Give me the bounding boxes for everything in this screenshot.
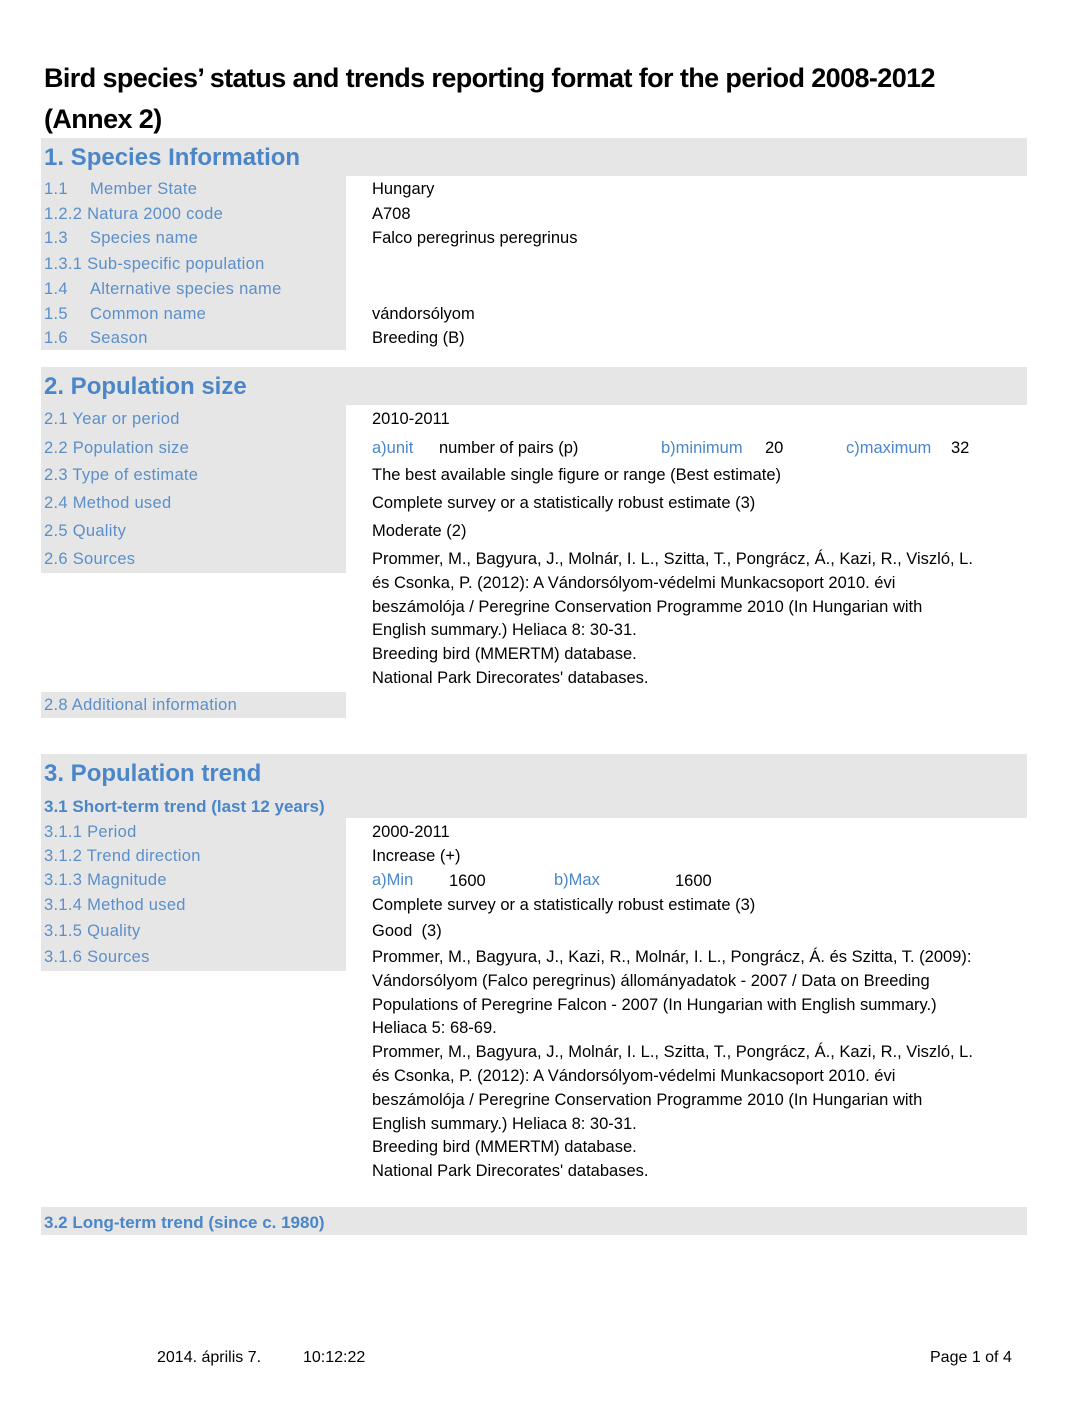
row-value: Hungary [372, 180, 435, 198]
source-line: Heliaca 5: 68-69. [372, 1019, 497, 1038]
document-title-line-2: (Annex 2) [44, 104, 162, 134]
source-line: és Csonka, P. (2012): A Vándorsólyom-védelmi Munkacsoport 2010. évi [372, 573, 896, 592]
row-value: Falco peregrinus peregrinus [372, 229, 578, 247]
trend-sources-label: 3.1.6 Sources [44, 948, 150, 966]
minimum-value: 20 [765, 439, 784, 457]
section-1-title: 1. Species Information [44, 144, 301, 171]
unit-value: number of pairs (p) [439, 439, 579, 457]
document-title [44, 58, 1044, 140]
trend-direction-value: Increase (+) [372, 847, 461, 865]
source-line: Populations of Peregrine Falcon - 2007 (In Hungarian with English summary.) [372, 995, 937, 1014]
row-label: 1.2.2 Natura 2000 code [44, 205, 224, 223]
source-line: beszámolója / Peregrine Conservation Programme 2010 (In Hungarian with [372, 597, 923, 616]
quality-label: 2.5 Quality [44, 522, 127, 540]
source-line: Prommer, M., Bagyura, J., Molnár, I. L., Szitta, T., Pongrácz, Á., Kazi, R., Viszló, L. [372, 1043, 973, 1062]
footer-time: 10:12:22 [303, 1349, 366, 1366]
magnitude-min-value: 1600 [449, 872, 486, 890]
trend-sources-text [372, 946, 1012, 1184]
trend-method-label: 3.1.4 Method used [44, 896, 186, 914]
magnitude-label: 3.1.3 Magnitude [44, 871, 167, 889]
row-label: 1.5 Common name [44, 305, 207, 323]
section-2-label-column [41, 405, 346, 573]
sources-text [372, 548, 1012, 691]
row-value: A708 [372, 205, 411, 223]
source-line: beszámolója / Peregrine Conservation Programme 2010 (In Hungarian with [372, 1090, 923, 1109]
source-line: Breeding bird (MMERTM) database. [372, 1138, 637, 1157]
row-label: 1.1 Member State [44, 180, 198, 198]
source-line: English summary.) Heliaca 8: 30-31. [372, 1114, 637, 1133]
maximum-value: 32 [951, 439, 970, 457]
footer-page-number: Page 1 of 4 [930, 1349, 1012, 1366]
source-line: National Park Direcorates' databases. [372, 1162, 649, 1181]
trend-direction-label: 3.1.2 Trend direction [44, 847, 201, 865]
unit-label: a)unit [372, 439, 414, 457]
row-value: Breeding (B) [372, 329, 465, 347]
source-line: és Csonka, P. (2012): A Vándorsólyom-védelmi Munkacsoport 2010. évi [372, 1066, 896, 1085]
trend-method-value: Complete survey or a statistically robust estimate (3) [372, 896, 756, 914]
row-label: 1.6 Season [44, 329, 148, 347]
row-label: 1.3.1 Sub-specific population [44, 255, 265, 273]
quality-value: Moderate (2) [372, 522, 467, 540]
additional-info-label: 2.8 Additional information [44, 696, 238, 714]
row-label: 1.4 Alternative species name [44, 280, 282, 298]
short-term-trend-title: 3.1 Short-term trend (last 12 years) [44, 797, 325, 816]
maximum-label: c)maximum [846, 439, 932, 457]
long-term-trend-title: 3.2 Long-term trend (since c. 1980) [44, 1213, 325, 1232]
period-value: 2000-2011 [372, 823, 450, 841]
source-line: National Park Direcorates' databases. [372, 668, 649, 687]
period-label: 3.1.1 Period [44, 823, 137, 841]
method-used-value: Complete survey or a statistically robust estimate (3) [372, 494, 756, 512]
type-of-estimate-value: The best available single figure or range (Best estimate) [372, 466, 782, 484]
source-line: English summary.) Heliaca 8: 30-31. [372, 621, 637, 640]
year-label: 2.1 Year or period [44, 410, 180, 428]
trend-quality-value: Good (3) [372, 922, 442, 940]
minimum-label: b)minimum [661, 439, 743, 457]
row-label: 1.3 Species name [44, 229, 199, 247]
section-3-title: 3. Population trend [44, 760, 262, 787]
method-used-label: 2.4 Method used [44, 494, 172, 512]
source-line: Breeding bird (MMERTM) database. [372, 645, 637, 664]
year-value: 2010-2011 [372, 410, 450, 428]
source-line: Prommer, M., Bagyura, J., Kazi, R., Molnár, I. L., Pongrácz, Á. és Szitta, T. (2009): [372, 948, 972, 966]
magnitude-max-label: b)Max [554, 871, 600, 889]
trend-quality-label: 3.1.5 Quality [44, 922, 141, 940]
population-size-label: 2.2 Population size [44, 439, 190, 457]
magnitude-min-label: a)Min [372, 871, 414, 889]
sources-label: 2.6 Sources [44, 550, 136, 568]
footer-date: 2014. április 7. [157, 1349, 262, 1366]
source-line: Vándorsólyom (Falco peregrinus) állományadatok - 2007 / Data on Breeding [372, 971, 930, 990]
source-line: Prommer, M., Bagyura, J., Molnár, I. L., Szitta, T., Pongrácz, Á., Kazi, R., Viszló, L. [372, 550, 973, 568]
type-of-estimate-label: 2.3 Type of estimate [44, 466, 199, 484]
magnitude-max-value: 1600 [675, 872, 712, 890]
document-title-line-1: Bird species’ status and trends reporting format for the period 2008-2012 [44, 63, 935, 93]
section-2-title: 2. Population size [44, 373, 247, 400]
row-value: vándorsólyom [372, 305, 475, 323]
